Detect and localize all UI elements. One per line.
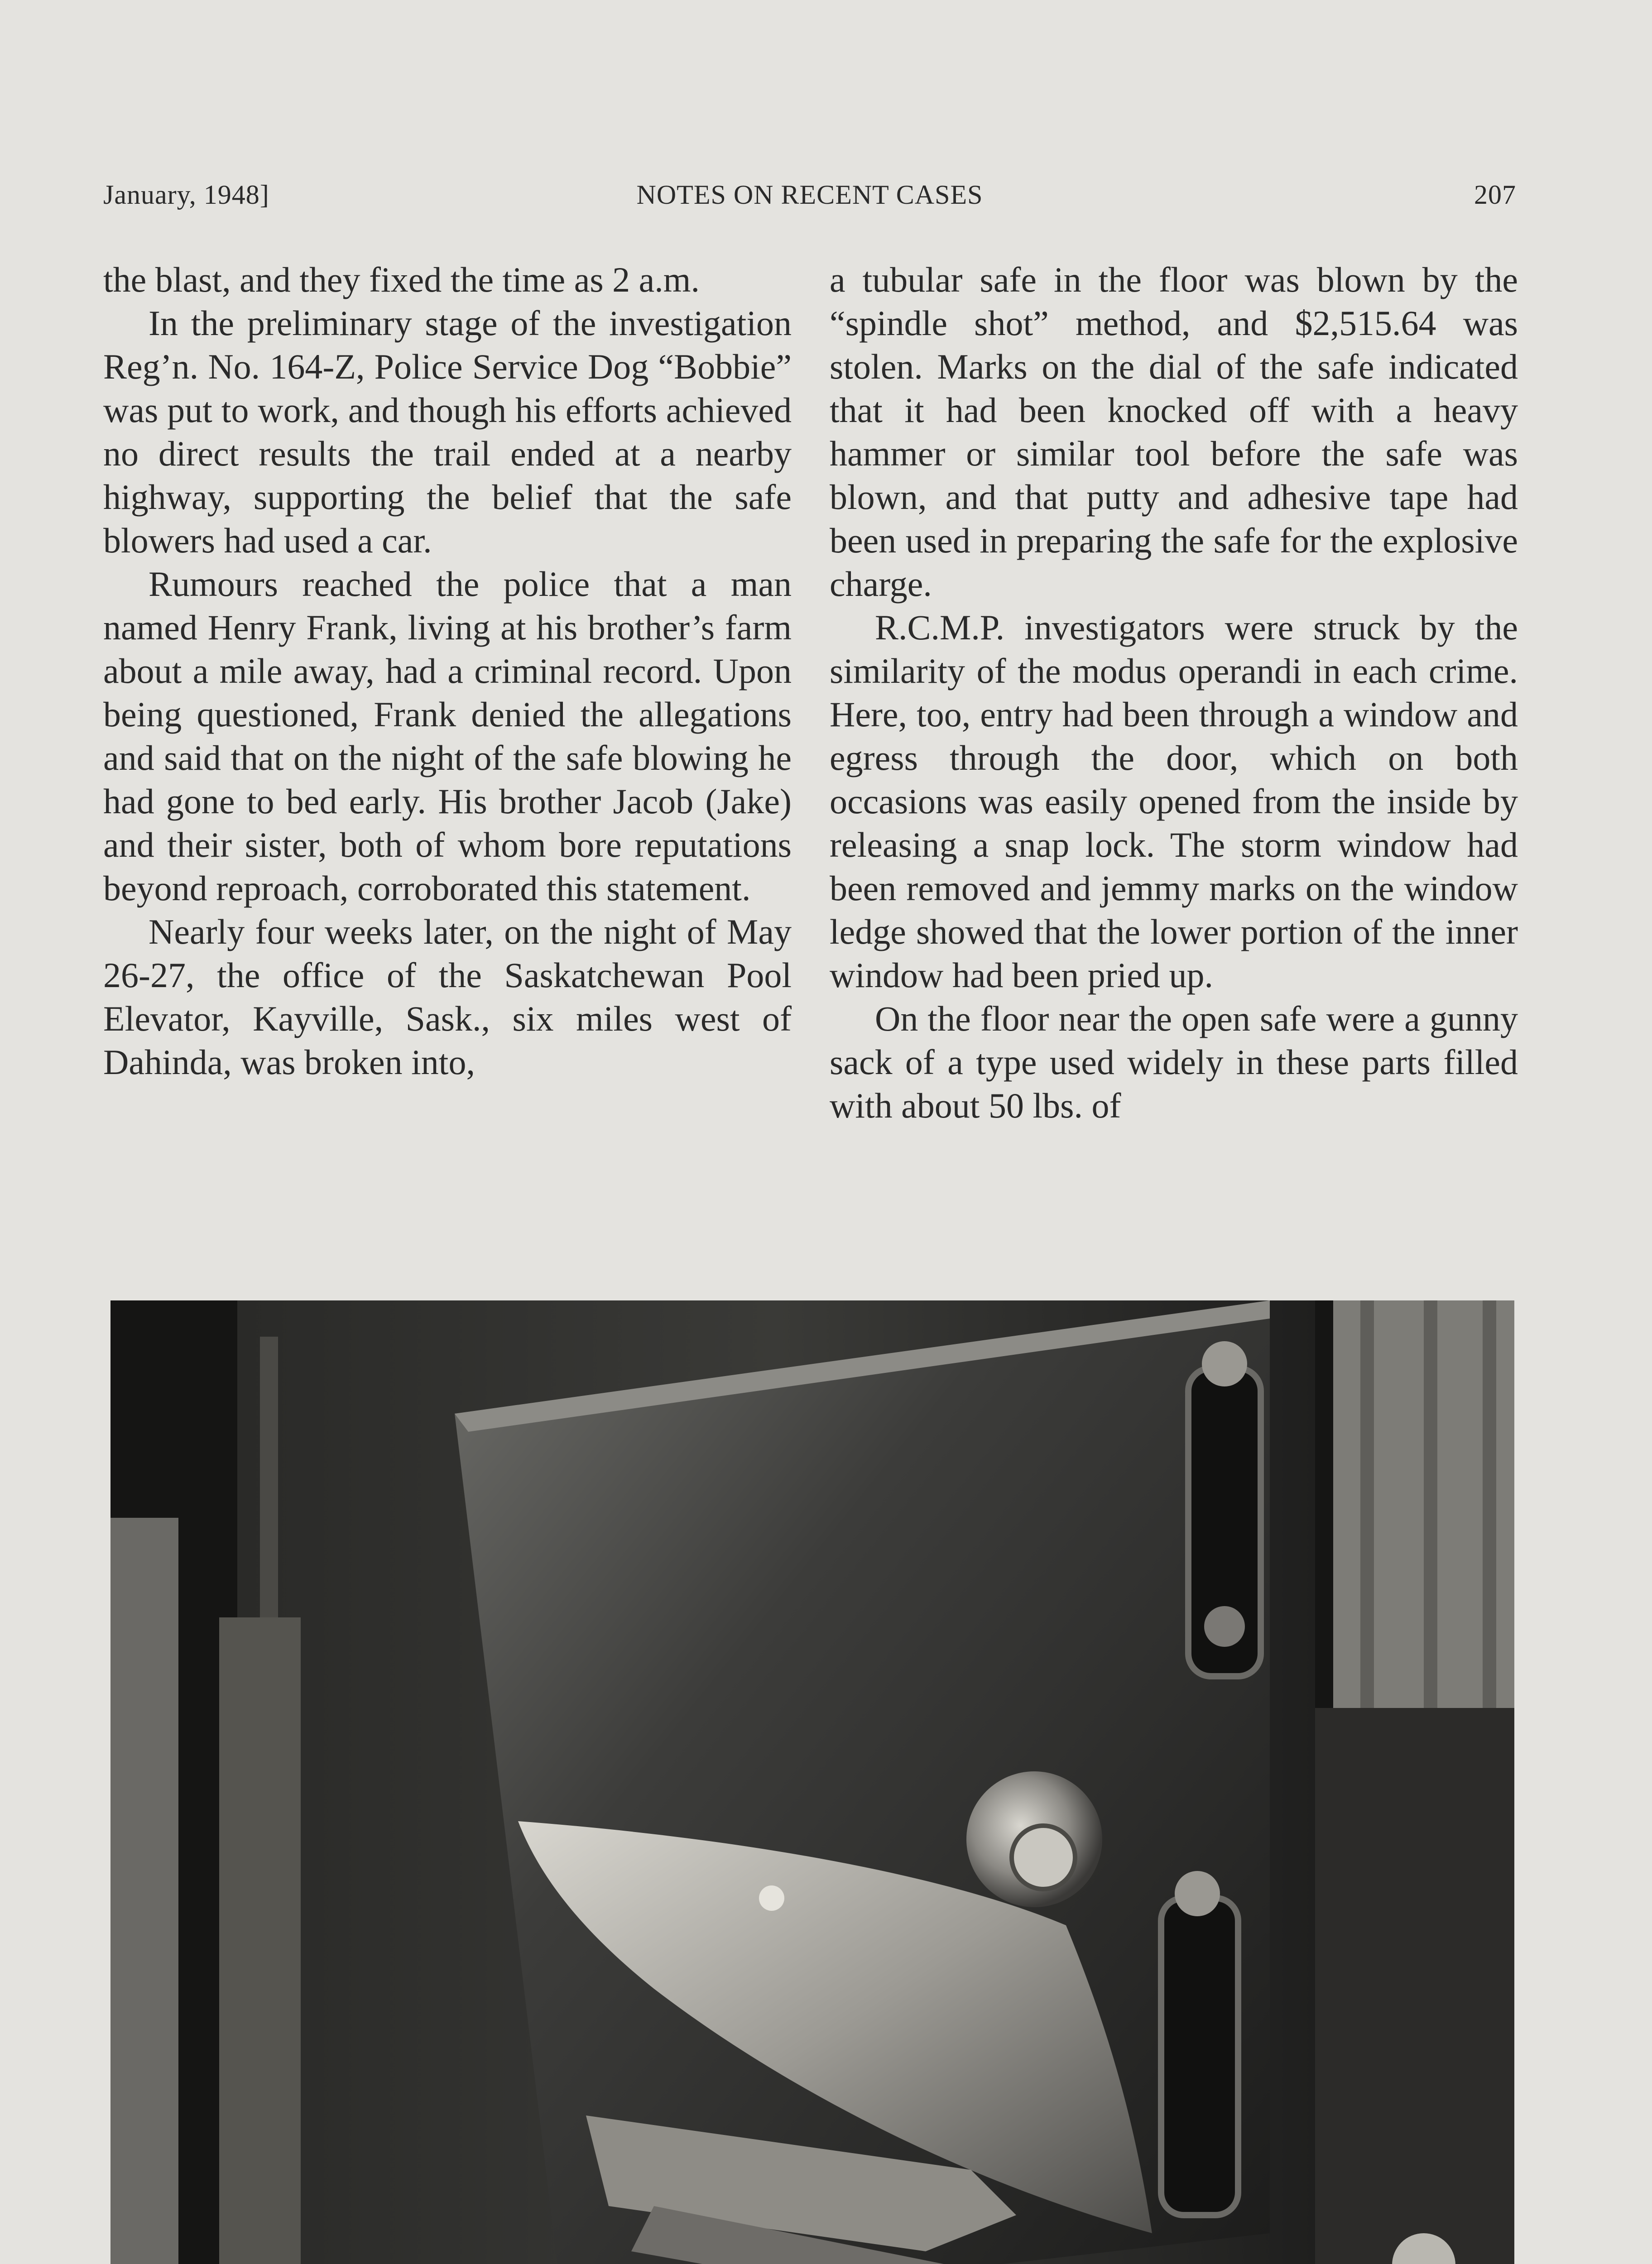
header-date: January, 1948] bbox=[103, 180, 269, 210]
paragraph: In the preliminary stage of the investigation Reg’n. No. 164-Z, Police Service Dog “Bobbie” was put to work, and though his efforts achieved no direct results the trail ended at a nearby highway, supporting the belief that the safe blowers had used a car. bbox=[103, 303, 792, 560]
blown-safe-photo bbox=[110, 1300, 1514, 2264]
paragraph: a tubular safe in the floor was blown by the “spindle shot” method, and $2,515.64 was stolen. Marks on the dial of the safe indicated that it had been knocked off with a heavy hammer or similar tool before the safe was blown, and that putty and adhesive tape had been used in preparing the safe for the explosive charge. bbox=[830, 260, 1518, 604]
paragraph: Nearly four weeks later, on the night of May 26-27, the office of the Saskatchewan Pool Elevator, Kayville, Sask., six miles west of Dahinda, was broken into, bbox=[103, 912, 792, 1082]
paragraph: On the floor near the open safe were a gunny sack of a type used widely in these parts filled with about 50 lbs. of bbox=[830, 999, 1518, 1125]
paragraph: R.C.M.P. investigators were struck by the similarity of the modus operandi in each crime. Here, too, entry had been through a window and egress through the door, which on both occasions was easily opened from the inside by releasing a snap lock. The storm window had been removed and jemmy marks on the window ledge showed that the lower portion of the inner window had been pried up. bbox=[830, 608, 1518, 995]
safe-illustration bbox=[110, 1300, 1514, 2264]
paragraph: the blast, and they fixed the time as 2 a.m. bbox=[103, 260, 700, 299]
left-column bbox=[103, 258, 792, 1084]
header-section-title: NOTES ON RECENT CASES bbox=[636, 180, 983, 210]
page-number: 207 bbox=[1474, 180, 1516, 210]
paragraph: Rumours reached the police that a man named Henry Frank, living at his brother’s farm about a mile away, had a criminal record. Upon being questioned, Frank denied the allegations and said that on the night of the safe blowing he had gone to bed early. His brother Jacob (Jake) and their sister, both of whom bore reputations beyond reproach, corroborated this statement. bbox=[103, 564, 792, 908]
running-header bbox=[103, 174, 1516, 215]
right-column bbox=[830, 258, 1518, 1127]
